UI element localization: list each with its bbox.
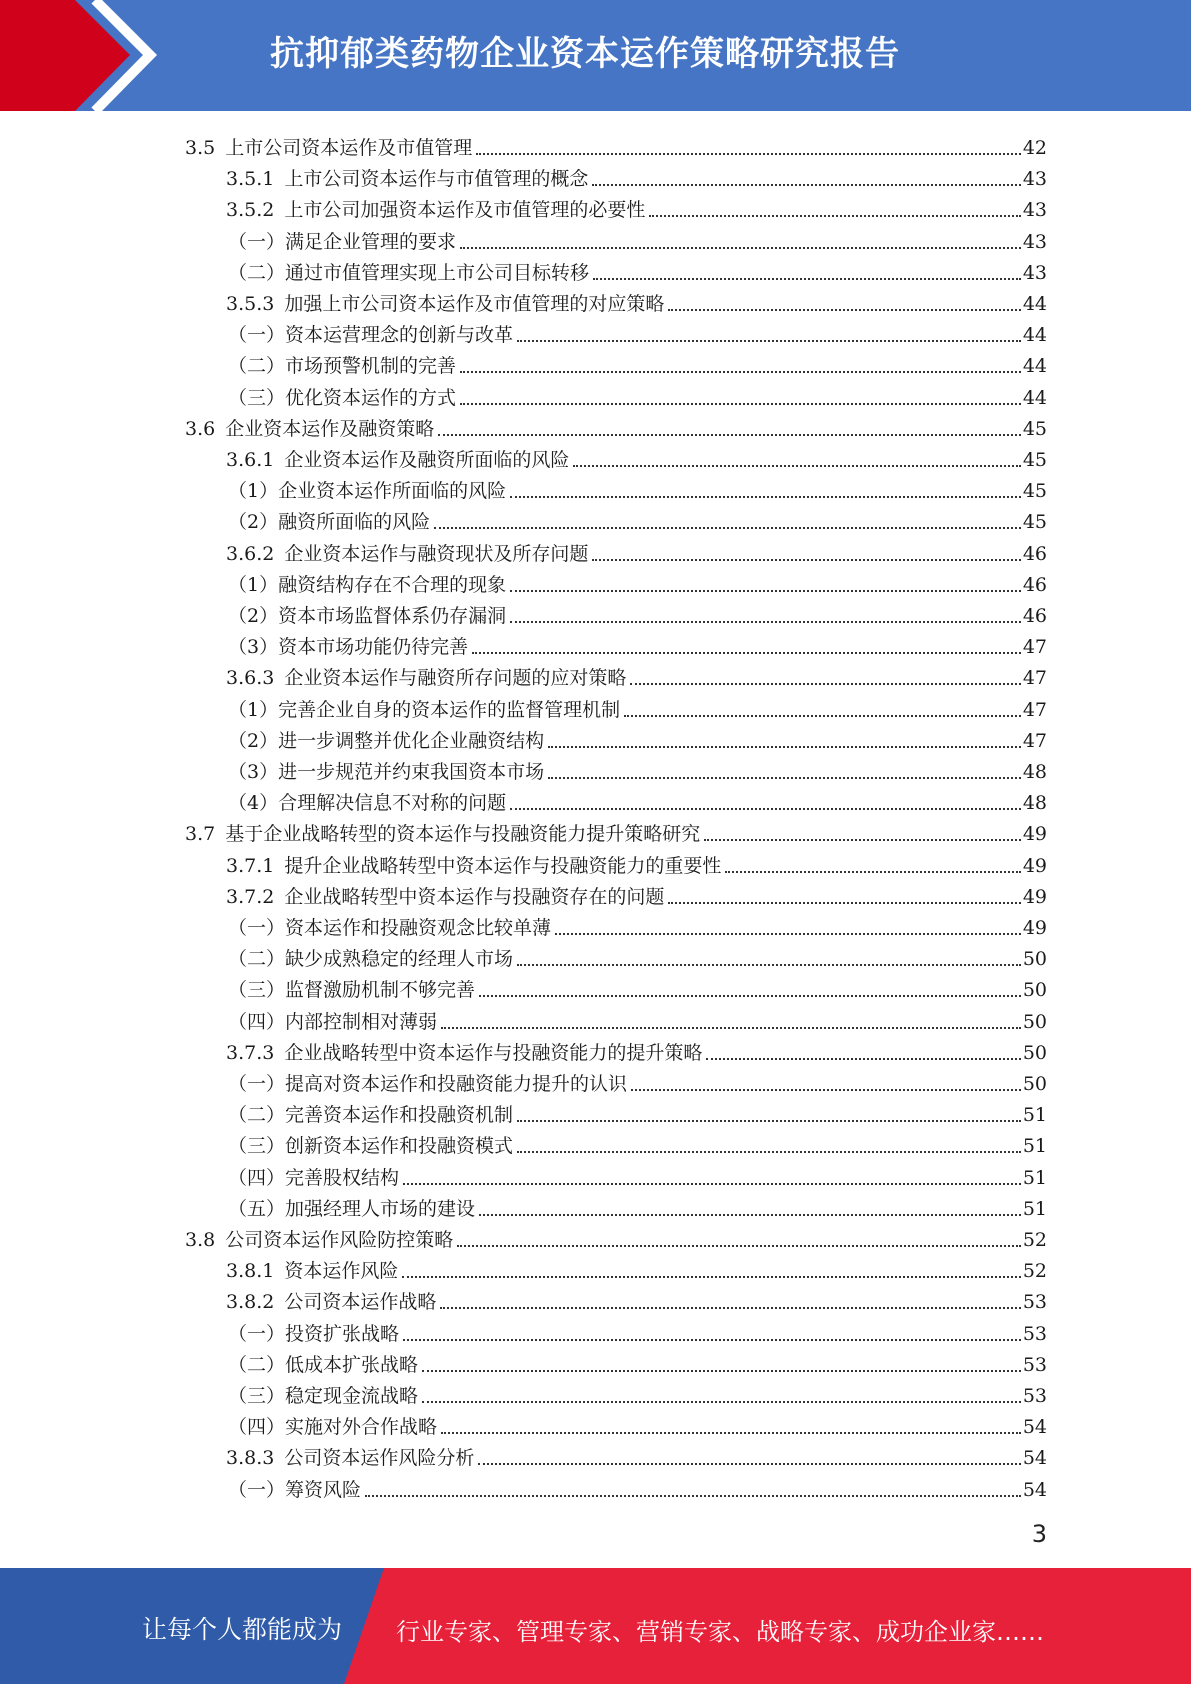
toc-entry[interactable] [226,440,1047,471]
toc-entry-page: 47 [1022,667,1047,689]
toc-entry-page: 45 [1022,449,1047,471]
toc-entry-page: 44 [1022,324,1047,346]
toc-entry[interactable] [228,721,1047,752]
toc-entry-title: 企业资本运作及融资所面临的风险 [284,449,570,471]
toc-entry-title: （五）加强经理人市场的建设 [228,1198,476,1220]
toc-entry[interactable] [228,1126,1047,1157]
toc-entry-title: 企业资本运作与融资现状及所存问题 [284,543,589,565]
toc-entry-number: 3.8.1 [226,1260,275,1282]
toc-entry-title: 企业资本运作及融资策略 [225,418,435,440]
toc-entry-title: （2）进一步调整并优化企业融资结构 [228,730,545,752]
toc-dot-leader [440,1307,1020,1309]
toc-entry-number: 3.5 [185,137,216,159]
toc-entry-page: 45 [1022,480,1047,502]
toc-dot-leader [479,995,1021,997]
toc-entry-title: （2）资本市场监督体系仍存漏洞 [228,605,507,627]
toc-entry-page: 50 [1022,1011,1047,1033]
toc-dot-leader [478,1463,1020,1465]
toc-entry-page: 51 [1022,1104,1047,1126]
toc-entry-page: 50 [1022,979,1047,1001]
toc-entry-page: 50 [1022,948,1047,970]
toc-entry-title: （1）企业资本运作所面临的风险 [228,480,507,502]
toc-dot-leader [593,278,1021,280]
toc-dot-leader [460,371,1021,373]
toc-entry-title: 公司资本运作风险防控策略 [225,1229,454,1251]
toc-entry-title: （一）资本运营理念的创新与改革 [228,324,514,346]
toc-entry[interactable] [185,409,1047,440]
document-title: 抗抑郁类药物企业资本运作策略研究报告 [270,34,900,74]
toc-entry-page: 46 [1022,574,1047,596]
toc-entry[interactable] [228,253,1047,284]
toc-entry[interactable] [228,1407,1047,1438]
toc-entry[interactable] [228,1314,1047,1345]
toc-entry-title: （四）内部控制相对薄弱 [228,1011,438,1033]
toc-dot-leader [510,808,1021,810]
toc-dot-leader [548,777,1021,779]
toc-entry-page: 53 [1022,1385,1047,1407]
toc-entry-page: 43 [1022,231,1047,253]
toc-dot-leader [631,1089,1021,1091]
toc-entry[interactable] [185,1220,1047,1251]
toc-entry[interactable] [228,1002,1047,1033]
toc-dot-leader [476,153,1021,155]
toc-dot-leader [548,746,1021,748]
toc-entry-page: 45 [1022,418,1047,440]
toc-entry-title: （一）资本运作和投融资观念比较单薄 [228,917,552,939]
toc-entry-number: 3.7.2 [226,886,275,908]
toc-entry-page: 53 [1022,1354,1047,1376]
toc-entry-title: 加强上市公司资本运作及市值管理的对应策略 [284,293,665,315]
toc-entry[interactable] [228,565,1047,596]
toc-entry[interactable] [228,502,1047,533]
toc-entry-title: 公司资本运作战略 [284,1291,437,1313]
toc-entry-number: 3.5.3 [226,293,275,315]
toc-entry[interactable] [185,814,1047,845]
toc-entry-title: （三）稳定现金流战略 [228,1385,419,1407]
toc-entry[interactable] [228,315,1047,346]
toc-entry[interactable] [228,752,1047,783]
toc-entry-page: 47 [1022,636,1047,658]
toc-entry-title: 企业战略转型中资本运作与投融资存在的问题 [284,886,665,908]
footer-slogan-right: 行业专家、管理专家、营销专家、战略专家、成功企业家…… [396,1618,1044,1646]
toc-entry[interactable] [228,1064,1047,1095]
toc-entry[interactable] [226,658,1047,689]
toc-entry-title: （二）通过市值管理实现上市公司目标转移 [228,262,590,284]
toc-entry-page: 49 [1022,886,1047,908]
toc-dot-leader [510,496,1021,498]
toc-entry[interactable] [185,128,1047,159]
toc-entry-title: （四）完善股权结构 [228,1167,400,1189]
toc-entry[interactable] [228,1376,1047,1407]
toc-entry[interactable] [228,783,1047,814]
toc-entry-title: （1）完善企业自身的资本运作的监督管理机制 [228,699,621,721]
toc-entry-title: 上市公司资本运作及市值管理 [225,137,473,159]
toc-entry-title: 上市公司资本运作与市值管理的概念 [284,168,589,190]
toc-dot-leader [510,590,1021,592]
toc-entry-title: （2）融资所面临的风险 [228,511,431,533]
toc-entry-number: 3.5.2 [226,199,275,221]
toc-dot-leader [434,527,1021,529]
toc-entry-page: 53 [1022,1323,1047,1345]
toc-entry-page: 46 [1022,605,1047,627]
toc-dot-leader [510,621,1021,623]
toc-entry[interactable] [226,846,1047,877]
toc-dot-leader [517,1151,1021,1153]
toc-entry-page: 43 [1022,168,1047,190]
toc-entry-number: 3.7.3 [226,1042,275,1064]
toc-dot-leader [624,715,1021,717]
toc-entry-title: （四）实施对外合作战略 [228,1416,438,1438]
toc-entry[interactable] [226,284,1047,315]
toc-entry-number: 3.7.1 [226,855,275,877]
toc-entry-number: 3.8 [185,1229,216,1251]
toc-dot-leader [457,1245,1021,1247]
toc-entry-title: 基于企业战略转型的资本运作与投融资能力提升策略研究 [225,823,701,845]
toc-entry[interactable] [228,596,1047,627]
toc-entry-page: 42 [1022,137,1047,159]
toc-entry-page: 54 [1022,1447,1047,1469]
toc-dot-leader [517,964,1021,966]
toc-entry-page: 43 [1022,262,1047,284]
toc-entry-title: （1）融资结构存在不合理的现象 [228,574,507,596]
toc-entry[interactable] [226,1282,1047,1313]
toc-dot-leader [403,1183,1021,1185]
toc-entry-page: 52 [1022,1229,1047,1251]
toc-entry[interactable] [228,378,1047,409]
header-arrow-decoration [0,0,160,111]
toc-dot-leader [630,683,1020,685]
toc-entry[interactable] [226,1033,1047,1064]
toc-entry-number: 3.8.2 [226,1291,275,1313]
toc-entry-title: （三）创新资本运作和投融资模式 [228,1135,514,1157]
toc-entry[interactable] [228,690,1047,721]
toc-entry-number: 3.7 [185,823,216,845]
toc-dot-leader [668,902,1020,904]
toc-entry[interactable] [228,471,1047,502]
toc-entry[interactable] [226,1438,1047,1469]
toc-entry-title: （一）满足企业管理的要求 [228,231,457,253]
toc-entry-page: 51 [1022,1167,1047,1189]
toc-entry-number: 3.5.1 [226,168,275,190]
toc-dot-leader [517,340,1021,342]
toc-entry-page: 50 [1022,1073,1047,1095]
toc-entry-title: （3）进一步规范并约束我国资本市场 [228,761,545,783]
toc-entry[interactable] [228,908,1047,939]
toc-dot-leader [365,1495,1021,1497]
toc-entry-title: 资本运作风险 [284,1260,399,1282]
toc-entry[interactable] [228,1158,1047,1189]
toc-entry-page: 54 [1022,1479,1047,1501]
toc-dot-leader [438,434,1021,436]
toc-dot-leader [592,559,1020,561]
toc-entry[interactable] [226,877,1047,908]
toc-entry-title: 上市公司加强资本运作及市值管理的必要性 [284,199,646,221]
toc-entry-page: 44 [1022,355,1047,377]
toc-dot-leader [472,652,1021,654]
toc-entry-page: 47 [1022,730,1047,752]
toc-entry-page: 47 [1022,699,1047,721]
toc-entry-title: （二）缺少成熟稳定的经理人市场 [228,948,514,970]
toc-entry-title: （三）优化资本运作的方式 [228,387,457,409]
toc-entry-number: 3.6.1 [226,449,275,471]
toc-dot-leader [517,1120,1021,1122]
toc-entry-title: （3）资本市场功能仍待完善 [228,636,469,658]
toc-entry-page: 48 [1022,761,1047,783]
toc-dot-leader [725,871,1020,873]
toc-dot-leader [573,465,1020,467]
toc-dot-leader [555,933,1021,935]
toc-entry[interactable] [228,1345,1047,1376]
toc-entry[interactable] [228,627,1047,658]
toc-entry[interactable] [228,346,1047,377]
toc-entry-page: 49 [1022,855,1047,877]
toc-entry-number: 3.8.3 [226,1447,275,1469]
toc-dot-leader [479,1214,1021,1216]
toc-dot-leader [592,184,1020,186]
toc-dot-leader [649,215,1020,217]
toc-entry-title: （一）提高对资本运作和投融资能力提升的认识 [228,1073,628,1095]
page-number: 3 [1031,1520,1047,1548]
toc-entry-page: 49 [1022,917,1047,939]
toc-entry[interactable] [226,534,1047,565]
toc-entry[interactable] [228,222,1047,253]
toc-entry-page: 44 [1022,387,1047,409]
toc-entry[interactable] [226,1251,1047,1282]
toc-entry-title: （二）完善资本运作和投融资机制 [228,1104,514,1126]
toc-entry-title: （4）合理解决信息不对称的问题 [228,792,507,814]
toc-entry-number: 3.6 [185,418,216,440]
toc-entry-title: 公司资本运作风险分析 [284,1447,475,1469]
page-footer [0,1568,1191,1684]
toc-dot-leader [422,1370,1021,1372]
toc-dot-leader [403,1339,1021,1341]
page-header [0,0,1191,111]
toc-dot-leader [402,1276,1020,1278]
toc-entry[interactable] [228,1095,1047,1126]
toc-dot-leader [441,1027,1021,1029]
toc-dot-leader [706,1058,1020,1060]
toc-entry-title: 企业资本运作与融资所存问题的应对策略 [284,667,627,689]
toc-dot-leader [460,247,1021,249]
toc-dot-leader [460,403,1021,405]
toc-entry-page: 52 [1022,1260,1047,1282]
toc-entry[interactable] [226,190,1047,221]
toc-entry[interactable] [228,1470,1047,1501]
toc-dot-leader [668,309,1020,311]
toc-entry-title: （三）监督激励机制不够完善 [228,979,476,1001]
toc-entry-page: 49 [1022,823,1047,845]
toc-entry-page: 48 [1022,792,1047,814]
toc-entry-title: （一）投资扩张战略 [228,1323,400,1345]
toc-entry-title: 提升企业战略转型中资本运作与投融资能力的重要性 [284,855,722,877]
toc-entry-page: 53 [1022,1291,1047,1313]
toc-entry-page: 43 [1022,199,1047,221]
toc-dot-leader [441,1432,1021,1434]
toc-entry[interactable] [228,1189,1047,1220]
toc-entry-number: 3.6.3 [226,667,275,689]
toc-entry-title: （二）低成本扩张战略 [228,1354,419,1376]
toc-entry-page: 44 [1022,293,1047,315]
toc-entry-page: 50 [1022,1042,1047,1064]
footer-slogan-left: 让每个人都能成为 [142,1615,343,1644]
toc-entry[interactable] [228,939,1047,970]
toc-entry-title: （二）市场预警机制的完善 [228,355,457,377]
toc-dot-leader [704,839,1021,841]
toc-entry-page: 51 [1022,1135,1047,1157]
toc-entry-page: 45 [1022,511,1047,533]
toc-entry-page: 51 [1022,1198,1047,1220]
toc-entry-title: 企业战略转型中资本运作与投融资能力的提升策略 [284,1042,703,1064]
toc-dot-leader [422,1401,1021,1403]
toc-entry-page: 54 [1022,1416,1047,1438]
toc-entry-page: 46 [1022,543,1047,565]
toc-entry-title: （一）筹资风险 [228,1479,362,1501]
toc-entry[interactable] [226,159,1047,190]
toc-entry-number: 3.6.2 [226,543,275,565]
toc-entry[interactable] [228,970,1047,1001]
